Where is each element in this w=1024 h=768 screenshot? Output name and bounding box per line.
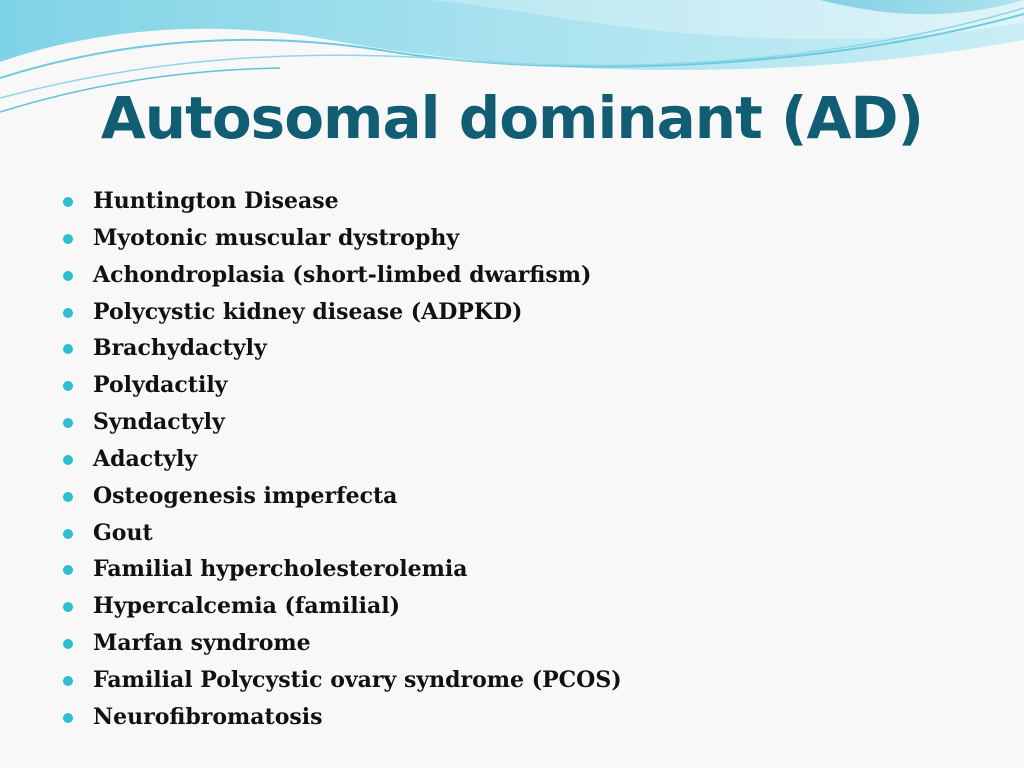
list-item-label: Marfan syndrome	[93, 630, 311, 657]
list-item	[62, 183, 622, 220]
list-item	[62, 330, 622, 367]
list-item-label: Achondroplasia (short-limbed dwarfism)	[93, 261, 592, 288]
list-item	[62, 294, 622, 331]
bullet-icon	[63, 713, 73, 723]
list-item	[62, 551, 622, 588]
list-item	[62, 441, 622, 478]
bullet-icon	[63, 308, 73, 318]
list-item	[62, 515, 622, 552]
list-item	[62, 367, 622, 404]
list-item-label: Osteogenesis imperfecta	[93, 482, 398, 509]
bullet-icon	[63, 381, 73, 391]
list-item-label: Polydactily	[93, 372, 228, 399]
list-item-label: Gout	[93, 519, 153, 546]
bullet-icon	[63, 565, 73, 575]
list-item-label: Neurofibromatosis	[93, 703, 323, 730]
slide-title: Autosomal dominant (AD)	[100, 84, 924, 152]
bullet-icon	[63, 234, 73, 244]
bullet-icon	[63, 639, 73, 649]
bullet-icon	[63, 271, 73, 281]
list-item-label: Syndactyly	[93, 409, 225, 436]
list-item	[62, 588, 622, 625]
list-item	[62, 478, 622, 515]
list-item-label: Brachydactyly	[93, 335, 267, 362]
list-item	[62, 699, 622, 736]
bullet-icon	[63, 492, 73, 502]
list-item-label: Hypercalcemia (familial)	[93, 593, 400, 620]
bullet-list	[62, 183, 622, 736]
list-item	[62, 404, 622, 441]
bullet-icon	[63, 676, 73, 686]
list-item	[62, 220, 622, 257]
bullet-icon	[63, 197, 73, 207]
list-item-label: Familial hypercholesterolemia	[93, 556, 468, 583]
list-item-label: Myotonic muscular dystrophy	[93, 224, 460, 251]
list-item	[62, 257, 622, 294]
bullet-icon	[63, 344, 73, 354]
bullet-icon	[63, 455, 73, 465]
list-item	[62, 662, 622, 699]
list-item-label: Huntington Disease	[93, 188, 339, 214]
bullet-icon	[63, 602, 73, 612]
list-item-label: Familial Polycystic ovary syndrome (PCOS)	[93, 666, 622, 693]
list-item	[62, 625, 622, 662]
bullet-icon	[63, 529, 73, 539]
bullet-icon	[63, 418, 73, 428]
list-item-label: Polycystic kidney disease (ADPKD)	[93, 298, 523, 325]
list-item-label: Adactyly	[93, 445, 198, 472]
